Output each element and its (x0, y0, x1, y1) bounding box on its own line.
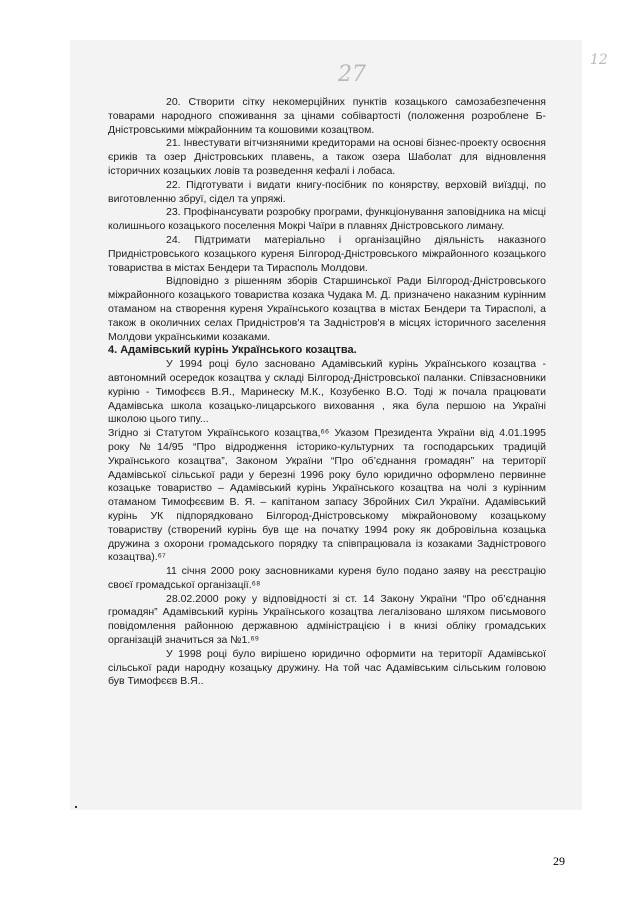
document-body (108, 96, 546, 689)
paragraph: 28.02.2000 року у відповідності зі ст. 14 Закону України “Про об’єднання громадян” Адамівський курінь Українського козацтва легалізовано шляхом письмового повідомлення районною державною адміністрацією і в книзі обліку громадських організацій значиться за №1.⁶⁹ (108, 592, 546, 647)
handwritten-number: 27 (338, 62, 366, 87)
page-number: 29 (553, 854, 565, 868)
paragraph: У 1998 році було вирішено юридично оформити на території Адамівської сільської ради народну козацьку дружину. На той час Адамівським сільським головою був Тимофєєв В.Я.. (108, 647, 546, 688)
scan-mark (75, 806, 77, 808)
paragraph: 20. Створити сітку некомерційних пунктів козацького самозабезпечення товарами народного споживання за цінами собівартості (положення розроблене Б-Дністровськими міжрайонним та кошовими козацтвом. (108, 96, 546, 136)
paragraph: 22. Підготувати і видати книгу-посібник по конярству, верховій виїздці, по виготовленню збруї, сідел та упряжі. (108, 178, 546, 205)
handwritten-corner-number: 12 (590, 52, 608, 68)
paragraph: Відповідно з рішенням зборів Старшинської Ради Білгород-Дністровського міжрайонного козацького товариства козака Чудака М. Д. призначено наказним курінним отаманом на створення куреня Українського козацтва в містах Бендери та Тирасполі, а також в околичних селах Придністров'я та Задністров'я в місцях історичного заселення Молдови українськими козаками. (108, 275, 546, 343)
section-heading: 4. Адамівський курінь Українського козацтва. (108, 344, 357, 357)
paragraph: 24. Підтримати матеріально і організаційно діяльність наказного Придністровського козацького куреня Білгород-Дністровського міжрайонного козацького товариства в містах Бендери та Тирасполь Молдови. (108, 233, 546, 274)
paragraph: 21. Інвестувати вітчизняними кредиторами на основі бізнес-проекту освоєння єриків та озер Дністровських плавень, а також озера Шаболат для відновлення історичних козацьких ловів та розведення кефалі і лобаса. (108, 137, 546, 177)
paragraph: 11 січня 2000 року засновниками куреня було подано заяву на реєстрацію своєї громадської організації.⁶⁸ (108, 565, 546, 591)
paragraph: 23. Профінансувати розробку програми, функціонування заповідника на місці колишнього козацького поселення Мокрі Чаїри в плавнях Дністровського лиману. (108, 206, 546, 233)
paragraph: Згідно зі Статутом Українського козацтва,⁶⁶ Указом Президента України від 4.01.1995 року №14/95 “Про відродження історико-культурних та господарських традицій Українського козацтва”, Законом України “Про об’єднання громадян” на території Адамівської сільської ради у березні 1996 року було юридично оформлено первинне козацьке товариство – Адамівський курінь Українського козацтва на чолі з курінним отаманом Тимофєєвим В. Я. – капітаном запасу Збройних Сил України. Адамівський курінь УК підпорядковано Білгород-Дністровському міжрайоновому козацькому товариству (створений курінь був ще на початку 1994 року як добровільна козацька дружина з охорони громадського порядку та співпрацювала із козаками Задністрового козацтва).⁶⁷ (108, 427, 546, 564)
paragraph: У 1994 році було засновано Адамівський курінь Українського козацтва - автономний осередок козацтва у складі Білгород-Дністровської паланки. Співзасновники куріню - Тимофєєв В.Я., Маринеску М.К., Козубенко В.О. Тоді ж почала працювати Адамівська школа козацько-лицарського виховання , яка була першою на Україні школою цього типу... (108, 358, 546, 426)
